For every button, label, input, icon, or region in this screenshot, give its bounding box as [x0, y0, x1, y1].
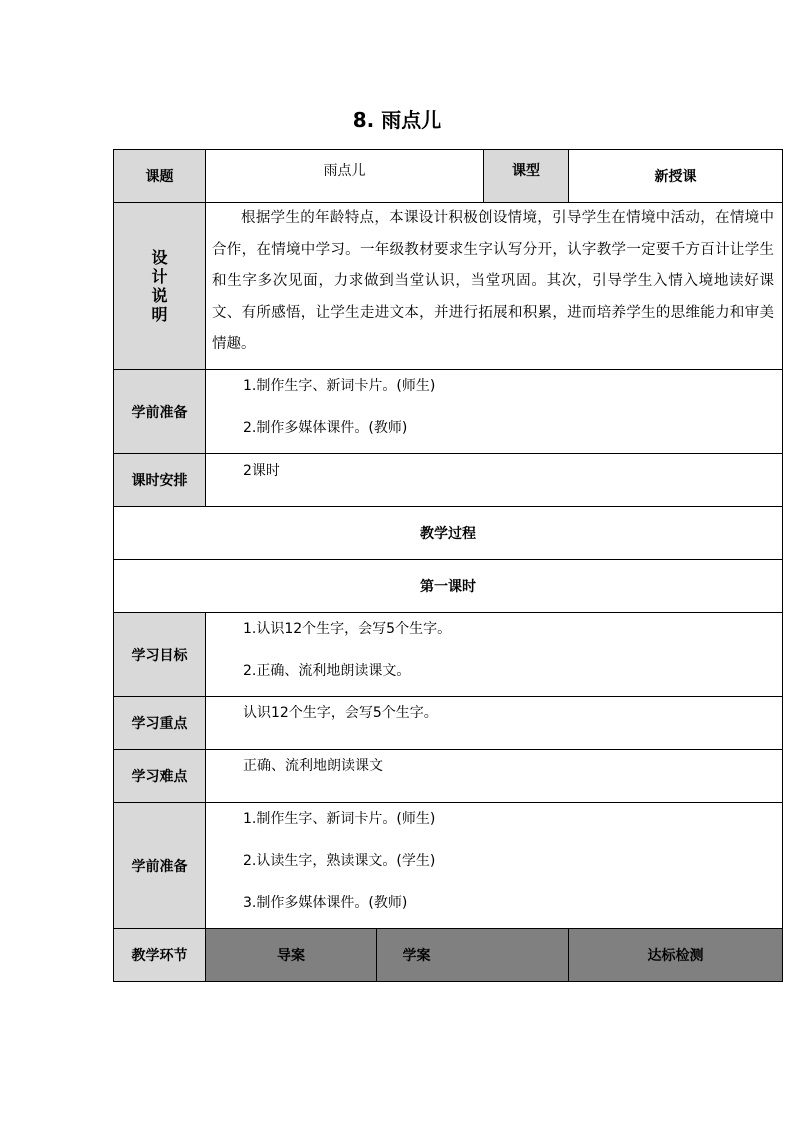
prep2-cell [206, 803, 783, 929]
design-label-cell [114, 203, 206, 370]
phase-column-test: 达标检测 [569, 929, 783, 982]
key-points-row [114, 697, 783, 750]
key-points-label: 学习重点 [114, 697, 206, 750]
design-text-cell [206, 203, 783, 370]
document-title: 8. 雨点儿 [352, 108, 442, 132]
schedule-value: 2课时 [243, 463, 280, 479]
phases-label: 教学环节 [114, 929, 206, 982]
phase-column-study [377, 929, 569, 982]
type-value: 新授课 [569, 150, 783, 203]
period-title: 第一课时 [114, 560, 783, 613]
schedule-row [114, 454, 783, 507]
prep2-item: 1.制作生字、新词卡片。(师生) [243, 811, 436, 827]
prep2-item: 2.认读生字，熟读课文。(学生) [243, 853, 436, 869]
prep1-label: 学前准备 [114, 370, 206, 454]
goals-label: 学习目标 [114, 613, 206, 697]
topic-row [114, 150, 783, 203]
prep1-cell [206, 370, 783, 454]
prep2-label: 学前准备 [114, 803, 206, 929]
phases-row [114, 929, 783, 982]
schedule-cell [206, 454, 783, 507]
schedule-label: 课时安排 [114, 454, 206, 507]
prep2-row [114, 803, 783, 929]
process-title-row [114, 507, 783, 560]
prep1-row [114, 370, 783, 454]
process-title: 教学过程 [114, 507, 783, 560]
goals-cell [206, 613, 783, 697]
design-row [114, 203, 783, 370]
difficulties-row [114, 750, 783, 803]
prep2-item: 3.制作多媒体课件。(教师) [243, 895, 408, 911]
key-points-value: 认识12个生字，会写5个生字。 [243, 705, 438, 721]
period-title-row [114, 560, 783, 613]
prep1-item: 1.制作生字、新词卡片。(师生) [243, 378, 436, 394]
goals-row [114, 613, 783, 697]
topic-label: 课题 [114, 150, 206, 203]
goal-item: 1.认识12个生字，会写5个生字。 [243, 621, 452, 637]
topic-value: 雨点儿 [206, 150, 484, 203]
difficulties-value: 正确、流利地朗读课文 [243, 758, 383, 774]
lesson-plan-table [113, 149, 783, 982]
type-label: 课型 [484, 150, 569, 203]
goal-item: 2.正确、流利地朗读课文。 [243, 663, 411, 679]
design-label: 设计说明 [151, 248, 168, 324]
difficulties-label: 学习难点 [114, 750, 206, 803]
phase-column-study-label: 学案 [402, 948, 431, 964]
phase-column-guide: 导案 [206, 929, 377, 982]
design-text: 根据学生的年龄特点，本课设计积极创设情境，引导学生在情境中活动，在情境中合作，在情境中学习。一年级教材要求生字认写分开，认字教学一定要千方百计让学生和生字多次见面，力求做到当堂认识，当堂巩固。其次，引导学生入情入境地读好课文、有所感悟，让学生走进文本，并进行拓展和积累，进而培养学生的思维能力和审美情趣。 [212, 210, 774, 352]
difficulties-cell [206, 750, 783, 803]
prep1-item: 2.制作多媒体课件。(教师) [243, 420, 408, 436]
key-points-cell [206, 697, 783, 750]
